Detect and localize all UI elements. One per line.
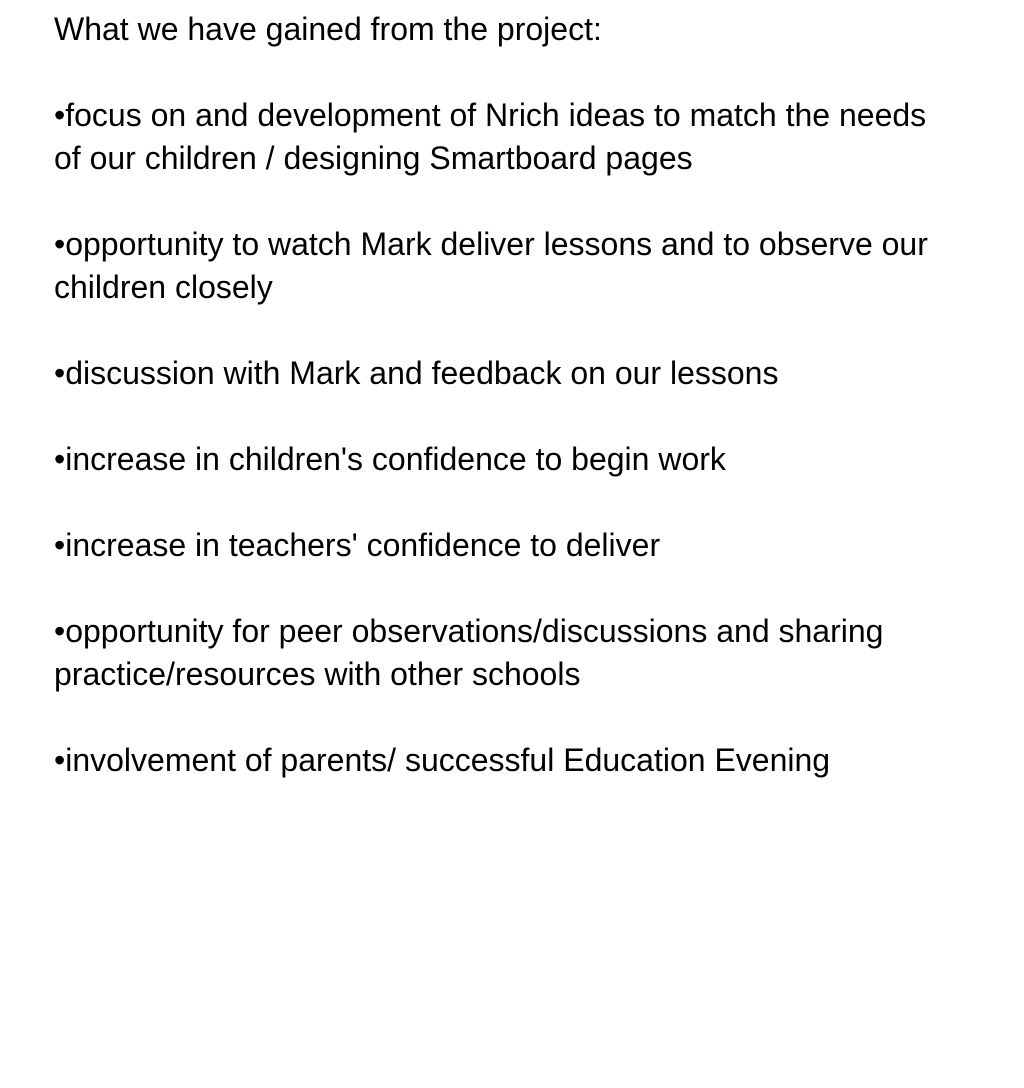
list-item-text: discussion with Mark and feedback on our lessons [65, 355, 779, 391]
list-item [54, 739, 1014, 782]
list-item [54, 524, 1014, 567]
list-item [54, 352, 1014, 395]
bullet-icon: • [54, 527, 66, 563]
bullet-icon: • [54, 441, 66, 477]
heading: What we have gained from the project: [54, 11, 602, 47]
list-item-text: increase in teachers' confidence to deliver [65, 527, 661, 563]
list-item [54, 223, 984, 309]
bullet-icon: • [54, 355, 66, 391]
bullet-icon: • [54, 97, 66, 133]
list-item-text: involvement of parents/ successful Education Evening [65, 742, 831, 778]
document-body [54, 8, 1014, 825]
list-item [54, 94, 934, 180]
bullet-icon: • [54, 226, 66, 262]
list-item-text: opportunity to watch Mark deliver lessons and to observe our children closely [54, 226, 928, 305]
list-item-text: focus on and development of Nrich ideas to match the needs of our children / designing Smartboard pages [54, 97, 927, 176]
list-item-text: increase in children's confidence to begin work [65, 441, 726, 477]
list-item [54, 610, 884, 696]
gains-list [54, 94, 1014, 782]
bullet-icon: • [54, 742, 66, 778]
bullet-icon: • [54, 613, 66, 649]
list-item [54, 438, 1014, 481]
list-item-text: opportunity for peer observations/discussions and sharing practice/resources with other schools [54, 613, 884, 692]
